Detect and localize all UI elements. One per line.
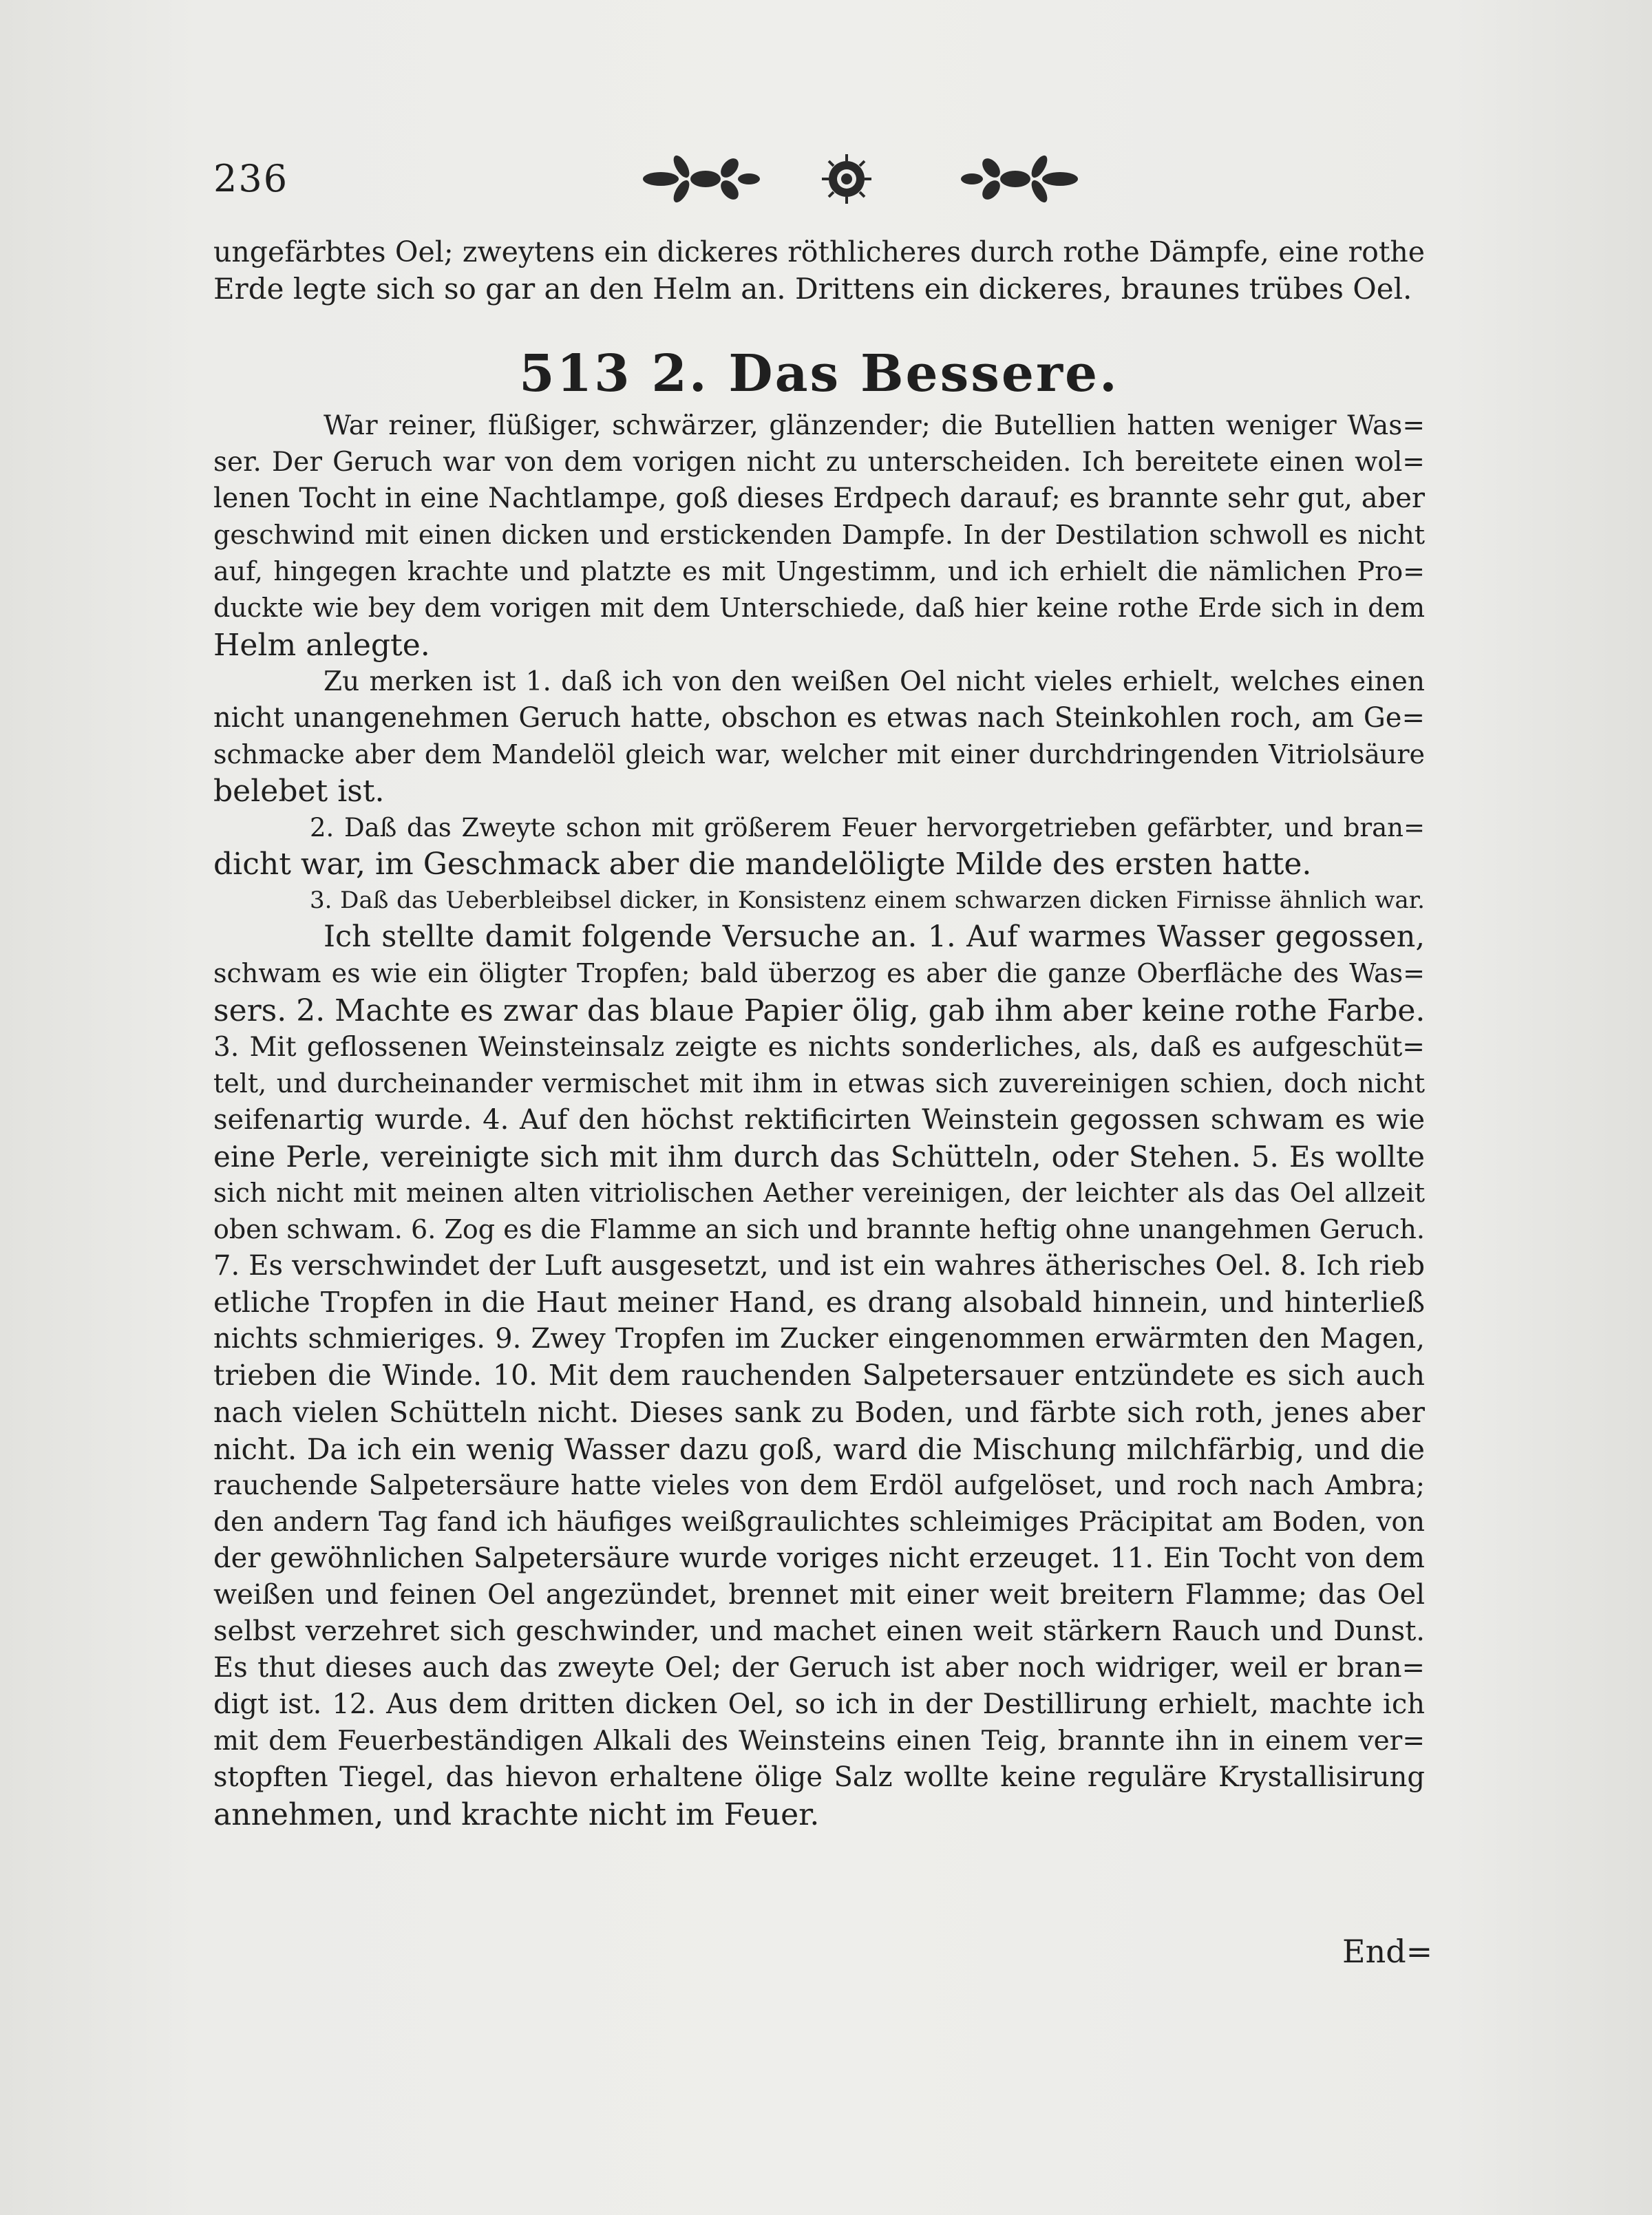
text-line: sers. 2. Machte es zwar das blaue Papier ölig, gab ihm aber keine rothe Farbe. — [213, 993, 1426, 1028]
text-line: 2. Daß das Zweyte schon mit größerem Feuer hervorgetrieben gefärbter, und bran= — [310, 813, 1425, 843]
text-line: digt ist. 12. Aus dem dritten dicken Oel, so ich in der Destillirung erhielt, machte ich — [213, 1688, 1425, 1721]
section-heading: 513 2. Das Bessere. — [519, 344, 1119, 403]
text-line: nicht. Da ich ein wenig Wasser dazu goß, ward die Mischung milchfärbig, und die — [213, 1432, 1425, 1466]
text-line: nichts schmieriges. 9. Zwey Tropfen im Zucker eingenommen erwärmten den Magen, — [213, 1323, 1425, 1355]
text-line: geschwind mit einen dicken und erstickenden Dampfe. In der Destilation schwoll es nicht — [213, 520, 1425, 551]
text-line: lenen Tocht in eine Nachtlampe, goß dieses Erdpech darauf; es brannte sehr gut, aber — [213, 483, 1425, 515]
text-line: 3. Daß das Ueberbleibsel dicker, in Konsistenz einem schwarzen dicken Firnisse ähnlich war. — [310, 887, 1425, 915]
text-line: War reiner, flüßiger, schwärzer, glänzender; die Butellien hatten weniger Was= — [324, 410, 1425, 441]
body-text — [213, 407, 1425, 1833]
catchword: End= — [1342, 1933, 1433, 1970]
text-line: stopften Tiegel, das hievon erhaltene ölige Salz wollte keine reguläre Krystallisirung — [213, 1761, 1425, 1794]
text-line: oben schwam. 6. Zog es die Flamme an sich und brannte heftig ohne unangehmen Geruch. — [213, 1214, 1425, 1245]
text-line: schmacke aber dem Mandelöl gleich war, welcher mit einer durchdringenden Vitriolsäure — [213, 739, 1425, 770]
text-line: 7. Es verschwindet der Luft ausgesetzt, und ist ein wahres ätherisches Oel. 8. Ich rieb — [213, 1250, 1425, 1282]
text-line: Ich stellte damit folgende Versuche an. 1. Auf warmes Wasser gegossen, — [324, 920, 1425, 955]
text-line: rauchende Salpetersäure hatte vieles von dem Erdöl aufgelöset, und roch nach Ambra; — [213, 1470, 1425, 1501]
text-line: Helm anlegte. — [213, 627, 430, 663]
text-line: etliche Tropfen in die Haut meiner Hand, es drang alsobald hinnein, und hinterließ — [213, 1286, 1425, 1320]
text-line: telt, und durcheinander vermischet mit ihm in etwas sich zuvereinigen schien, doch nicht — [213, 1068, 1425, 1099]
rosette-icon — [819, 151, 874, 206]
text-line: schwam es wie ein öligter Tropfen; bald überzog es aber die ganze Oberfläche des Was= — [213, 958, 1425, 989]
text-line: Zu merken ist 1. daß ich von den weißen Oel nicht vieles erhielt, welches einen — [324, 666, 1425, 697]
text-line: dicht war, im Geschmack aber die mandelöligte Milde des ersten hatte. — [213, 847, 1312, 882]
text-line: Erde legte sich so gar an den Helm an. Drittens ein dickeres, braunes trübes Oel. — [213, 272, 1412, 306]
text-line: auf, hingegen krachte und platzte es mit Ungestimm, und ich erhielt die nämlichen Pro= — [213, 556, 1425, 587]
text-line: der gewöhnlichen Salpetersäure wurde voriges nicht erzeuget. 11. Ein Tocht von dem — [213, 1542, 1425, 1574]
intro-paragraph — [213, 234, 1425, 308]
text-line: 3. Mit geflossenen Weinsteinsalz zeigte es nichts sonderliches, als, daß es aufgeschüt= — [213, 1031, 1425, 1063]
text-line: weißen und feinen Oel angezündet, brennet mit einer weit breitern Flamme; das Oel — [213, 1579, 1425, 1611]
text-line: nicht unangenehmen Geruch hatte, obschon es etwas nach Steinkohlen roch, am Ge= — [213, 701, 1425, 734]
text-line: seifenartig wurde. 4. Auf den höchst rektificirten Weinstein gegossen schwam es wie — [213, 1103, 1425, 1136]
page-header — [213, 151, 1425, 213]
text-line: duckte wie bey dem vorigen mit dem Unterschiede, daß hier keine rothe Erde sich in dem — [213, 593, 1425, 624]
fleuron-right-icon — [957, 151, 1081, 206]
text-line: den andern Tag fand ich häufiges weißgraulichtes schleimiges Präcipitat am Boden, von — [213, 1506, 1425, 1538]
text-line: belebet ist. — [213, 773, 385, 809]
text-line: annehmen, und krachte nicht im Feuer. — [213, 1797, 820, 1832]
text-line: mit dem Feuerbeständigen Alkali des Weinsteins einen Teig, brannte ihn in einem ver= — [213, 1726, 1425, 1757]
text-line: ungefärbtes Oel; zweytens ein dickeres röthlicheres durch rothe Dämpfe, eine rothe — [213, 235, 1425, 268]
text-line: Es thut dieses auch das zweyte Oel; der Geruch ist aber noch widriger, weil er bran= — [213, 1652, 1425, 1684]
text-line: sich nicht mit meinen alten vitriolischen Aether vereinigen, der leichter als das Oel allzeit — [213, 1177, 1425, 1208]
page-number: 236 — [213, 157, 289, 200]
text-line: ser. Der Geruch war von dem vorigen nicht zu unterscheiden. Ich bereitete einen wol= — [213, 447, 1425, 478]
text-line: nach vielen Schütteln nicht. Dieses sank zu Boden, und färbte sich roth, jenes aber — [213, 1395, 1425, 1429]
fleuron-left-icon — [640, 151, 764, 206]
text-line: eine Perle, vereinigte sich mit ihm durch das Schütteln, oder Stehen. 5. Es wollte — [213, 1139, 1425, 1174]
text-line: selbst verzehret sich geschwinder, und machet einen weit stärkern Rauch und Dunst. — [213, 1615, 1425, 1648]
text-line: trieben die Winde. 10. Mit dem rauchenden Salpetersauer entzündete es sich auch — [213, 1359, 1425, 1392]
